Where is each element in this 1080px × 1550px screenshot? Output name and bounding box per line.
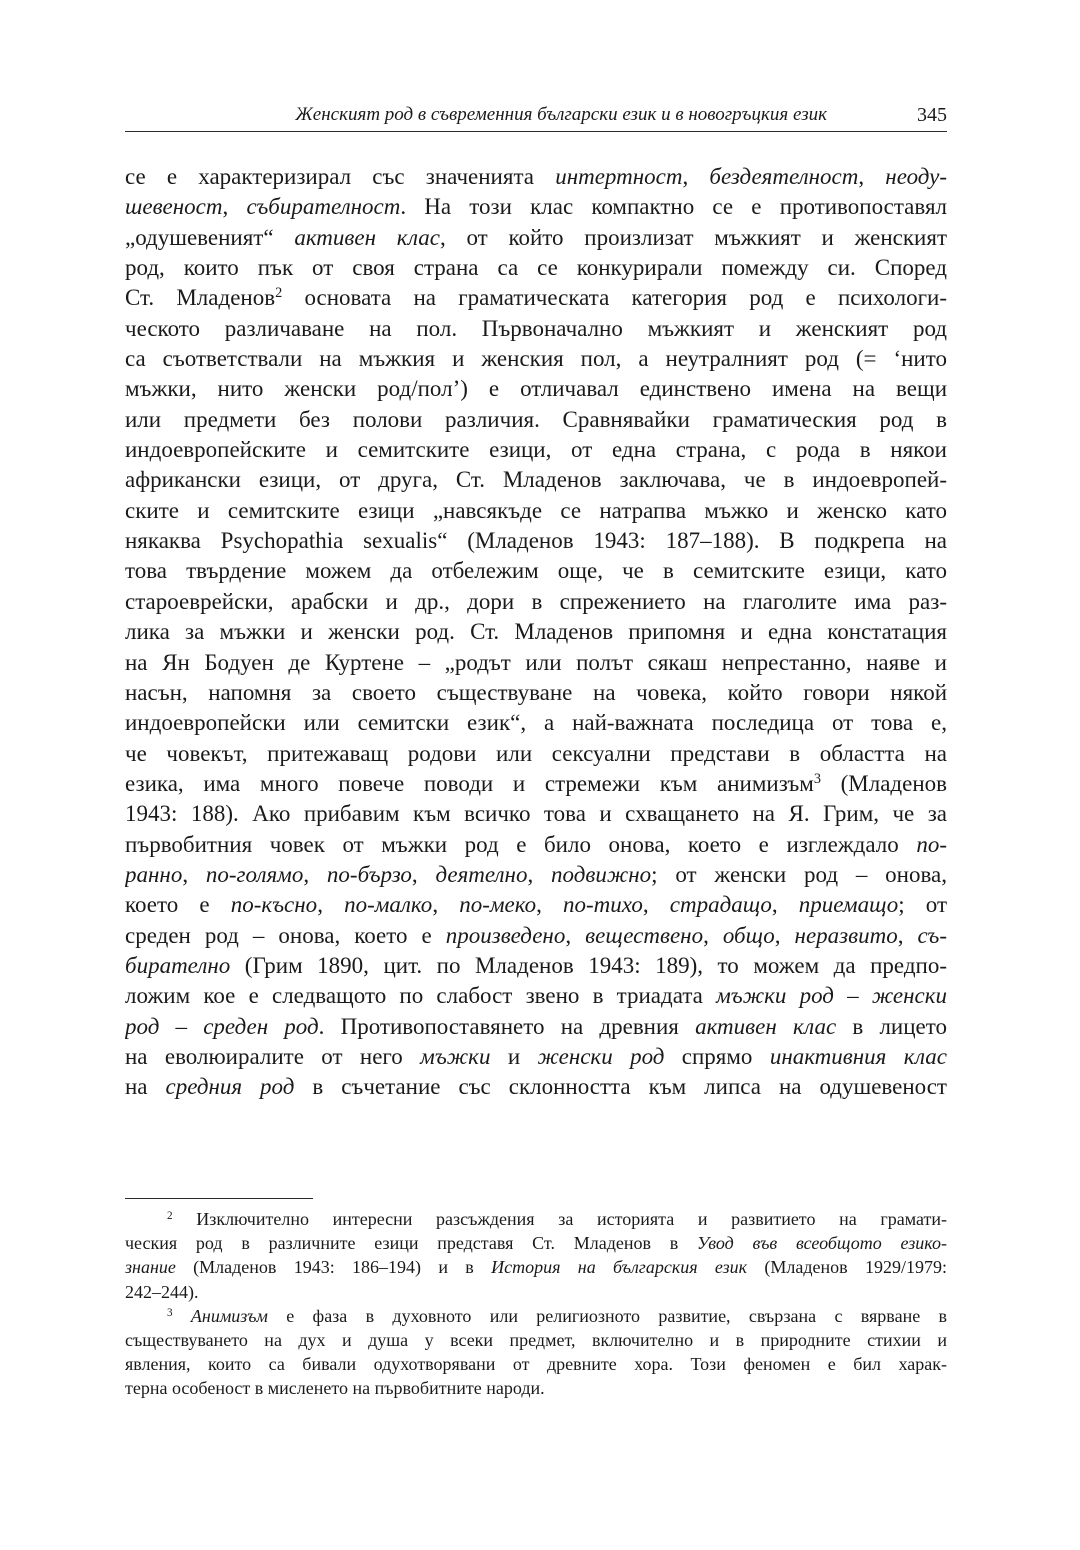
- text-line: са съответствали на мъжкия и женския пол, а неутралният род (= ‘нито: [125, 346, 947, 372]
- footnote-line: терна особеност в мисленето на първобитните народи.: [125, 1378, 545, 1399]
- text-line: род, които пък от своя страна са се конкурирали помежду си. Според: [125, 255, 947, 281]
- footnote-ref-3[interactable]: 3: [813, 771, 821, 788]
- running-header: [125, 103, 947, 132]
- footnote-line: знание (Младенов 1943: 186–194) и в История на българския език (Младенов 1929/1979:: [125, 1257, 947, 1278]
- text-line: африкански езици, от друга, Ст. Младенов заключава, че в индоевропей-: [125, 467, 947, 493]
- text-line: езика, има много повече поводи и стремежи към анимизъм$^3$ (Младенов: [125, 770, 947, 796]
- main-text: [125, 162, 947, 1103]
- footnote-number: 3: [167, 1306, 173, 1319]
- text-line: на Ян Бодуен де Куртене – „родът или полът сякаш непрестанно, наяве и: [125, 649, 947, 675]
- footnote-ref-2[interactable]: 2: [275, 285, 283, 302]
- text-line: ските и семитските езици „навсякъде се натрапва мъжко и женско като: [125, 497, 947, 523]
- text-line: шевеност, събирателност. На този клас компактно се е противопоставял: [125, 194, 947, 220]
- text-line: род – среден род. Противопоставянето на древния активен клас в лицето: [125, 1013, 947, 1039]
- text-line: първобитния човек от мъжки род е било онова, което е изглеждало по-: [125, 831, 947, 857]
- text-line: се е характеризирал със значенията интертност, бездеятелност, неоду-: [125, 164, 947, 189]
- footnote-line: $^3$ Анимизъм е фаза в духовното или религиозното развитие, свързана с вярване в: [167, 1305, 947, 1326]
- text-line: някаква Psychopathia sexualis“ (Младенов 1943: 187–188). В подкрепа на: [125, 528, 947, 554]
- text-line: на еволюиралите от него мъжки и женски род спрямо инактивния клас: [125, 1043, 947, 1069]
- footnote-3: [125, 1304, 947, 1401]
- text-line: лика за мъжки и женски род. Ст. Младенов припомня и една констатация: [125, 619, 947, 645]
- page-number: 345: [917, 104, 947, 126]
- footnote-line: явления, които са бивали одухотворявани от древните хора. Този феномен е бил харак-: [125, 1354, 947, 1375]
- footnote-line: ческия род в различните езици представя Ст. Младенов в Увод във всеобщото езико-: [125, 1233, 947, 1254]
- text-line: 1943: 188). Ако прибавим към всичко това и схващането на Я. Грим, че за: [125, 801, 947, 827]
- text-line: което е по-късно, по-малко, по-меко, по-тихо, страдащо, приемащо; от: [125, 892, 947, 918]
- text-line: староеврейски, арабски и др., дори в спрежението на глаголите има раз-: [125, 588, 947, 614]
- text-line: бирателно (Грим 1890, цит. по Младенов 1943: 189), то можем да предпо-: [125, 952, 947, 978]
- text-line: на средния род в съчетание със склонността към липса на одушевеност: [125, 1074, 947, 1100]
- running-title: Женският род в съвременния български език и в новогръцкия език: [295, 104, 827, 125]
- text-line: насън, напомня за своето съществуване на човека, който говори някой: [125, 679, 947, 705]
- text-line: ложим кое е следващото по слабост звено в триадата мъжки род – женски: [125, 983, 947, 1009]
- footnote-number: 2: [167, 1209, 173, 1222]
- text-line: че човекът, притежаващ родови или сексуални представи в областта на: [125, 740, 947, 766]
- footnotes: [125, 1207, 947, 1401]
- footnote-2: [125, 1207, 947, 1304]
- text-line: индоевропейски или семитски език“, а най-важната последица от това е,: [125, 710, 947, 736]
- footnote-line: $^2$ Изключително интересни разсъждения за историята и развитието на грамати-: [167, 1209, 947, 1229]
- text-line: или предмети без полови различия. Сравнявайки граматическия род в: [125, 406, 947, 432]
- footnote-separator: [125, 1198, 313, 1199]
- text-line: ранно, по-голямо, по-бързо, деятелно, подвижно; от женски род – онова,: [125, 861, 947, 887]
- text-line: „одушевеният“ активен клас, от който произлизат мъжкият и женският: [125, 224, 947, 250]
- text-line: индоевропейските и семитските езици, от една страна, с рода в някои: [125, 437, 947, 463]
- text-line: Ст. Младенов$^2$ основата на граматическата категория род е психологи-: [125, 285, 947, 311]
- text-line: ческото различаване на пол. Първоначално мъжкият и женският род: [125, 315, 947, 341]
- footnote-line: 242–244).: [125, 1281, 199, 1302]
- text-line: среден род – онова, което е произведено, веществено, общо, неразвито, съ-: [125, 922, 947, 948]
- text-line: това твърдение можем да отбележим още, че в семитските езици, като: [125, 558, 947, 584]
- footnote-line: съществуването на дух и душа у всеки предмет, включително и в природните стихии и: [125, 1330, 947, 1351]
- text-line: мъжки, нито женски род/пол’) е отличавал единствено имена на вещи: [125, 376, 947, 402]
